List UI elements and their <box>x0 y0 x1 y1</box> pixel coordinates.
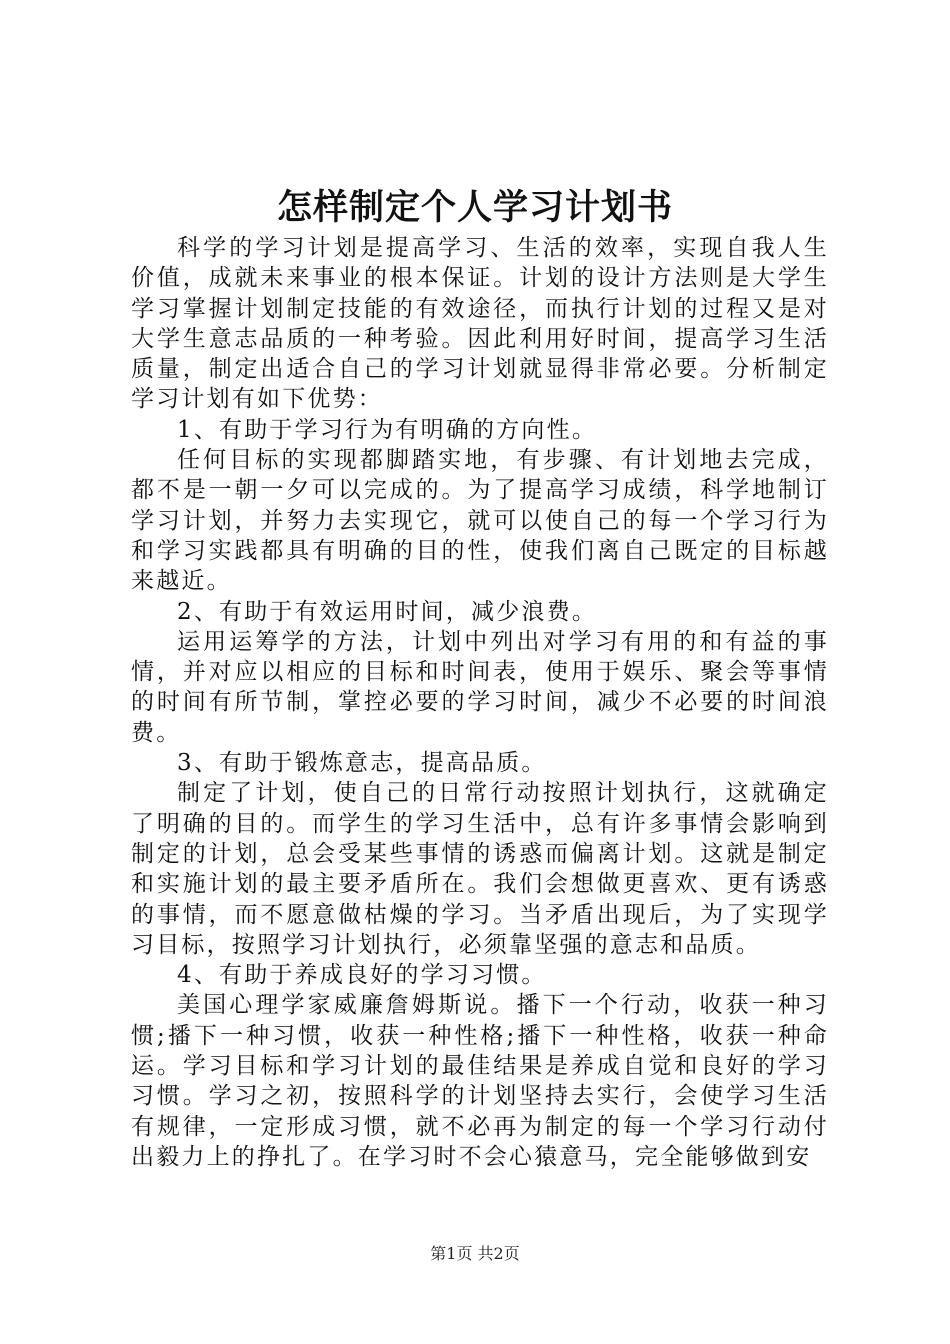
document-title: 怎样制定个人学习计划书 <box>276 187 673 228</box>
point-paragraph-4: 美国心理学家威廉詹姆斯说。播下一个行动，收获一种习惯;播下一种习惯，收获一种性格;播下一种性格，收获一种命运。学习目标和学习计划的最佳结果是养成自觉和良好的学习习惯。学习之初，按照科学的计划坚持去实行，会使学习生活有规律，一定形成习惯，就不必再为制定的每一个学习行动付出毅力上的挣扎了。在学习时不会心猿意马，完全能够做到安 <box>131 992 829 1170</box>
point-heading-4: 4、有助于养成良好的学习习惯。 <box>177 962 547 989</box>
point-paragraph-1: 任何目标的实现都脚踏实地，有步骤、有计划地去完成，都不是一朝一夕可以完成的。为了提高学习成绩，科学地制订学习计划，并努力去实现它，就可以使自己的每一个学习行为和学习实践都具有明确的目的性，使我们离自己既定的目标越来越近。 <box>131 447 829 595</box>
document-body <box>131 233 829 1172</box>
page-number-footer: 第1页 共2页 <box>430 1244 520 1263</box>
point-heading-2: 2、有助于有效运用时间，减少浪费。 <box>177 598 598 625</box>
intro-paragraph: 科学的学习计划是提高学习、生活的效率，实现自我人生价值，成就未来事业的根本保证。计划的设计方法则是大学生学习掌握计划制定技能的有效途径，而执行计划的过程又是对大学生意志品质的一种考验。因此利用好时间，提高学习生活质量，制定出适合自己的学习计划就显得非常必要。分析制定学习计划有如下优势： <box>131 235 829 413</box>
point-heading-1: 1、有助于学习行为有明确的方向性。 <box>177 416 598 443</box>
point-paragraph-2: 运用运筹学的方法，计划中列出对学习有用的和有益的事情，并对应以相应的目标和时间表，使用于娱乐、聚会等事情的时间有所节制，掌控必要的学习时间，减少不必要的时间浪费。 <box>131 628 829 746</box>
point-heading-3: 3、有助于锻炼意志，提高品质。 <box>177 750 547 777</box>
point-paragraph-3: 制定了计划，使自己的日常行动按照计划执行，这就确定了明确的目的。而学生的学习生活中，总有许多事情会影响到制定的计划，总会受某些事情的诱惑而偏离计划。这就是制定和实施计划的最主要矛盾所在。我们会想做更喜欢、更有诱惑的事情，而不愿意做枯燥的学习。当矛盾出现后，为了实现学习目标，按照学习计划执行，必须靠坚强的意志和品质。 <box>131 780 829 958</box>
